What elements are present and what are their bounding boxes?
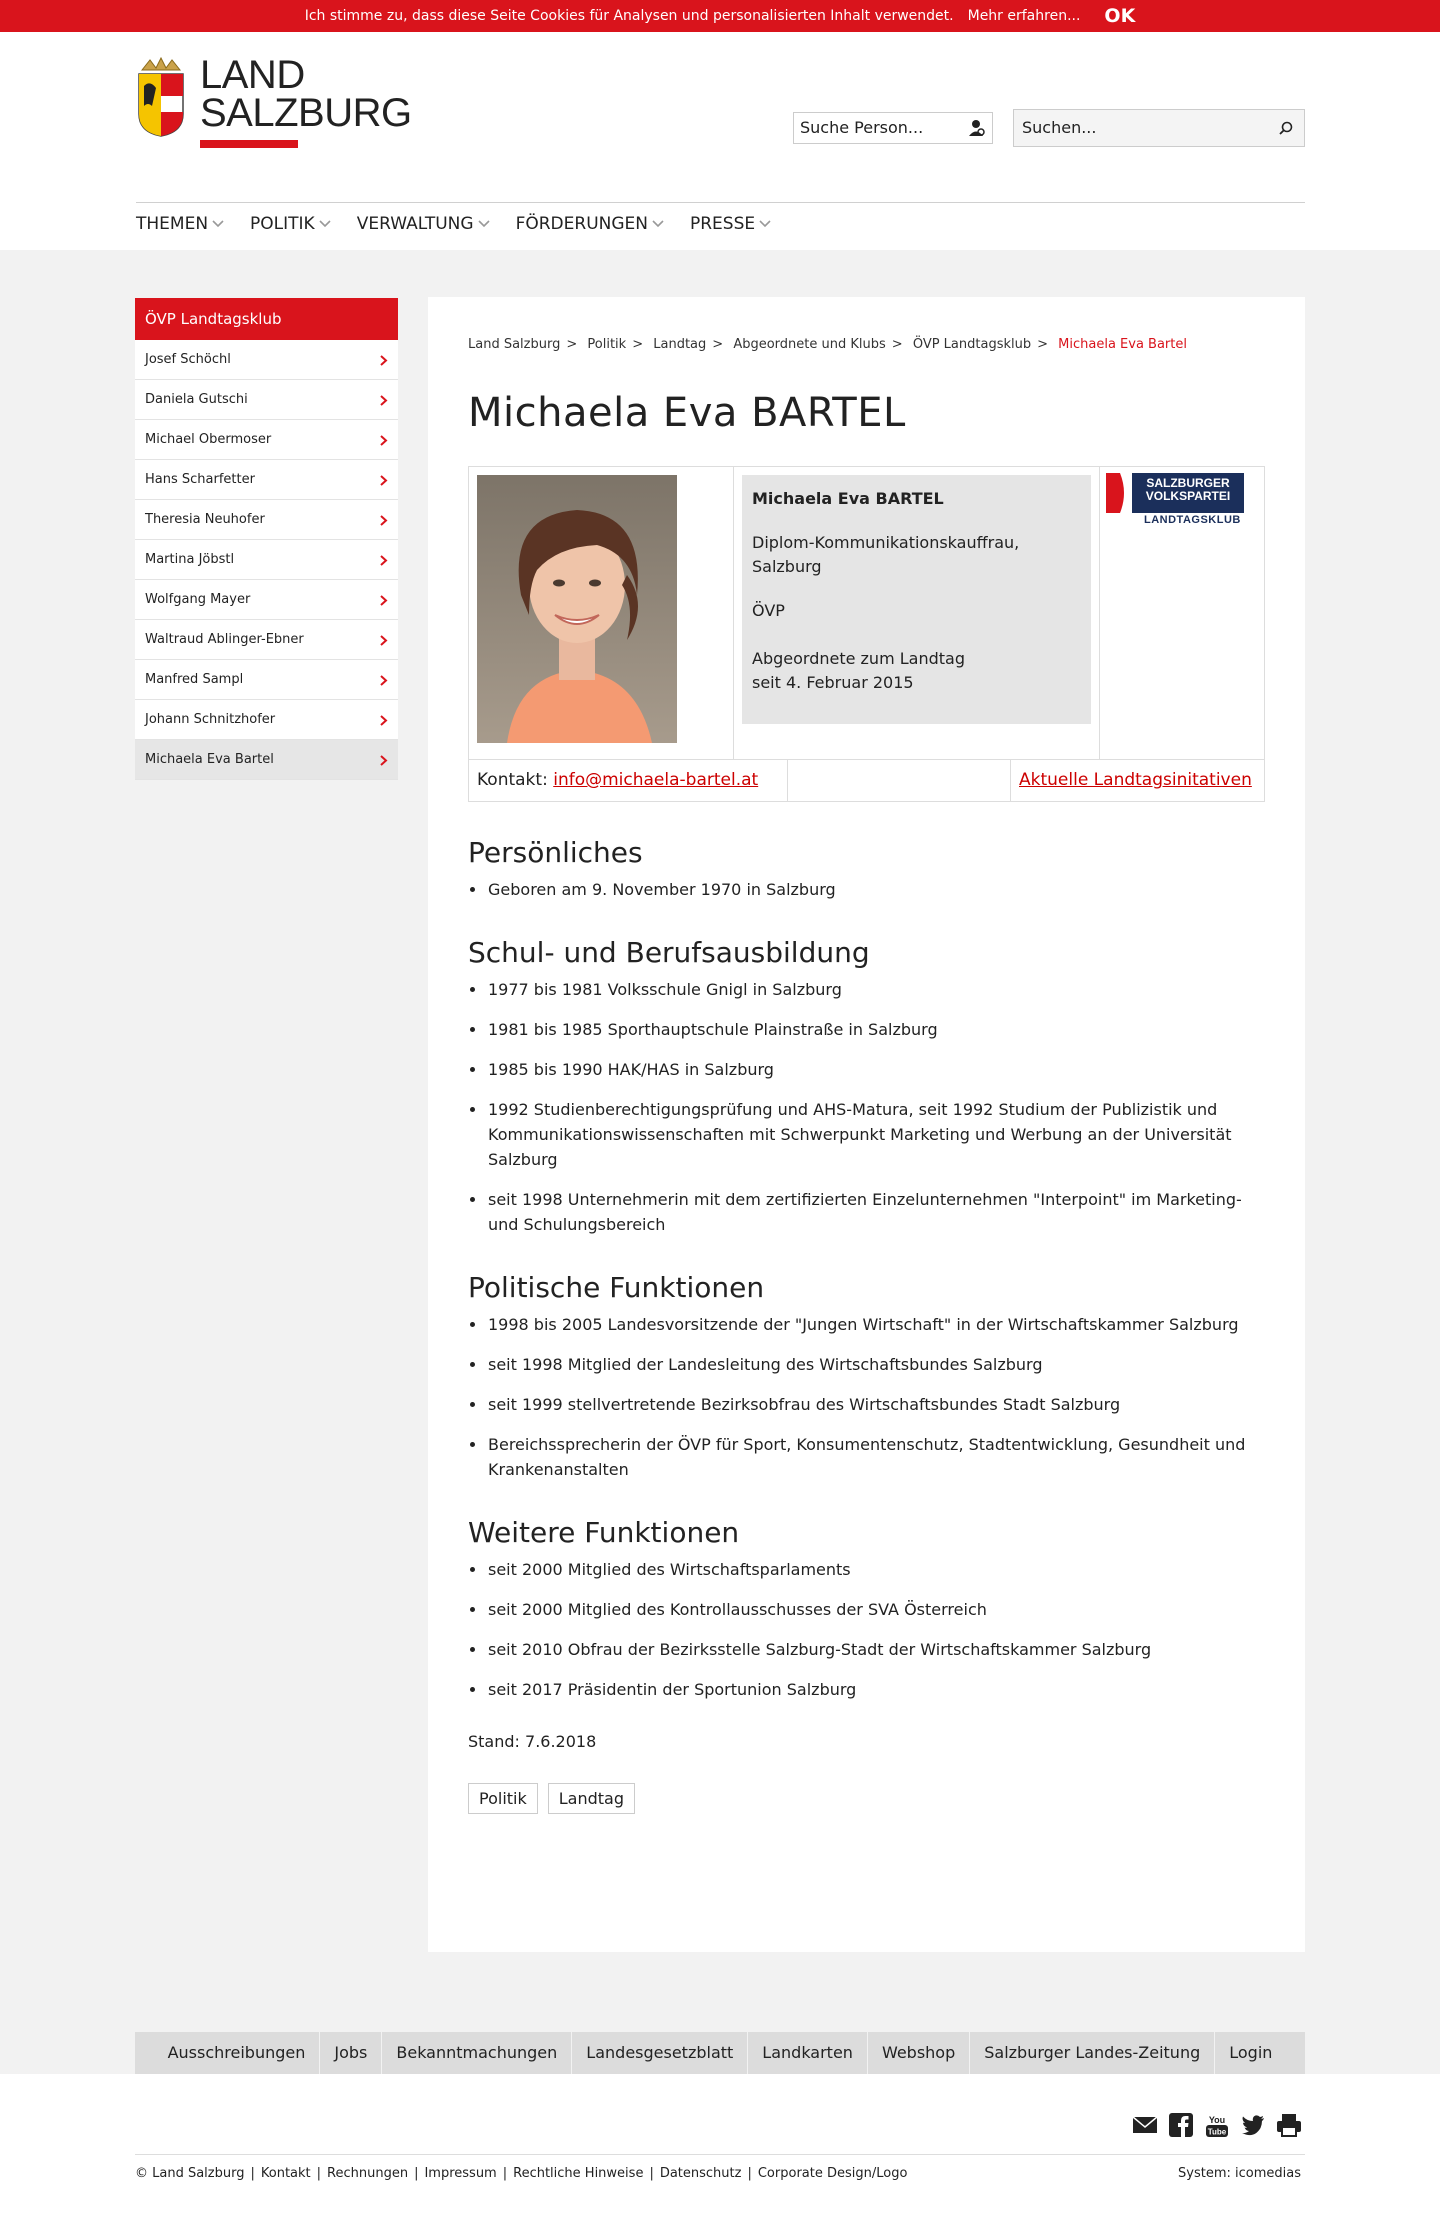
sidebar-item[interactable] bbox=[135, 540, 398, 580]
cookie-text: Ich stimme zu, dass diese Seite Cookies für Analysen und personalisierten Inhalt verwendet. bbox=[304, 8, 954, 24]
footer-link[interactable]: Bekanntmachungen bbox=[382, 2032, 572, 2074]
cookie-ok-button[interactable]: OK bbox=[1104, 5, 1136, 27]
sidebar-item[interactable] bbox=[135, 340, 398, 380]
twitter-icon[interactable] bbox=[1240, 2112, 1266, 2138]
youtube-icon[interactable] bbox=[1204, 2112, 1230, 2138]
sidebar-item-label: Waltraud Ablinger-Ebner bbox=[145, 632, 304, 647]
initiatives-link[interactable]: Aktuelle Landtagsinitativen bbox=[1019, 770, 1252, 790]
footer-bottom-link[interactable]: Rechtliche Hinweise bbox=[513, 2166, 644, 2181]
footer-link[interactable]: Jobs bbox=[320, 2032, 382, 2074]
logo-bar bbox=[200, 140, 298, 148]
footer-bottom-links: © Land Salzburg | Kontakt | Rechnungen | Impressum | Rechtliche Hinweise | Datenschutz | Corporate Design/Logo bbox=[135, 2166, 908, 2181]
list-item: 1992 Studienberechtigungsprüfung und AHS-Matura, seit 1992 Studium der Publizistik und Kommunikationswissenschaften mit Schwerpunkt Marketing und Werbung an der Universität Salzburg bbox=[468, 1097, 1265, 1172]
tag-landtag[interactable]: Landtag bbox=[548, 1783, 635, 1814]
main-nav bbox=[136, 214, 771, 234]
profile-since: seit 4. Februar 2015 bbox=[752, 673, 914, 692]
chevron-right-icon bbox=[380, 715, 388, 726]
list-item: 1998 bis 2005 Landesvorsitzende der "Jungen Wirtschaft" in der Wirtschaftskammer Salzburg bbox=[468, 1312, 1265, 1337]
sidebar-item-label: Theresia Neuhofer bbox=[145, 512, 265, 527]
coat-of-arms-icon bbox=[136, 56, 186, 138]
contact-email-link[interactable]: info@michaela-bartel.at bbox=[553, 770, 759, 790]
section-heading: Persönliches bbox=[468, 836, 643, 869]
sidebar-item[interactable] bbox=[135, 380, 398, 420]
sidebar-item-label: Martina Jöbstl bbox=[145, 552, 235, 567]
section-heading: Weitere Funktionen bbox=[468, 1516, 740, 1549]
section-heading: Schul- und Berufsausbildung bbox=[468, 936, 870, 969]
breadcrumb-item[interactable]: Abgeordnete und Klubs bbox=[733, 337, 886, 352]
list-item: seit 2017 Präsidentin der Sportunion Salzburg bbox=[468, 1677, 1265, 1702]
section-heading: Politische Funktionen bbox=[468, 1271, 765, 1304]
site-search-placeholder: Suchen... bbox=[1022, 118, 1097, 137]
footer-link[interactable]: Login bbox=[1229, 2043, 1273, 2062]
footer-links bbox=[135, 2032, 1305, 2074]
nav-verwaltung[interactable]: VERWALTUNG bbox=[357, 214, 490, 234]
nav-themen[interactable]: THEMEN bbox=[136, 214, 224, 234]
list-item: Geboren am 9. November 1970 in Salzburg bbox=[468, 877, 1265, 902]
stand-date: Stand: 7.6.2018 bbox=[468, 1732, 597, 1751]
sidebar-item-label: Daniela Gutschi bbox=[145, 392, 248, 407]
sidebar-item[interactable] bbox=[135, 660, 398, 700]
sidebar-item[interactable] bbox=[135, 580, 398, 620]
nav-foerderungen[interactable]: FÖRDERUNGEN bbox=[516, 214, 664, 234]
breadcrumb-item[interactable]: ÖVP Landtagsklub bbox=[912, 337, 1032, 352]
profile-card bbox=[468, 466, 1265, 760]
chevron-right-icon bbox=[380, 755, 388, 766]
footer-link[interactable]: Webshop bbox=[868, 2032, 970, 2074]
cookie-more-link[interactable]: Mehr erfahren... bbox=[967, 8, 1081, 24]
mail-icon[interactable] bbox=[1132, 2112, 1158, 2138]
cookie-banner bbox=[0, 0, 1440, 32]
list-item: Bereichssprecherin der ÖVP für Sport, Konsumentenschutz, Stadtentwicklung, Gesundheit und Krankenanstalten bbox=[468, 1432, 1265, 1482]
site-search-input[interactable] bbox=[1013, 109, 1305, 147]
footer-link[interactable]: Ausschreibungen bbox=[154, 2032, 321, 2074]
profile-info bbox=[742, 475, 1091, 724]
person-search-input[interactable] bbox=[793, 112, 993, 144]
list-item: 1977 bis 1981 Volksschule Gnigl in Salzburg bbox=[468, 977, 1265, 1002]
sidebar bbox=[135, 298, 398, 780]
search-icon[interactable] bbox=[1278, 120, 1294, 136]
party-logo: SALZBURGER VOLKSPARTEI bbox=[1106, 473, 1260, 513]
profile-party: ÖVP bbox=[752, 601, 785, 620]
party-swoosh-icon bbox=[1106, 473, 1128, 513]
copyright: © Land Salzburg bbox=[135, 2166, 245, 2181]
chevron-right-icon bbox=[380, 515, 388, 526]
footer-bottom-link[interactable]: Kontakt bbox=[260, 2166, 311, 2181]
sidebar-item-label: Michaela Eva Bartel bbox=[145, 752, 274, 767]
chevron-down-icon bbox=[212, 220, 224, 228]
chevron-right-icon bbox=[380, 595, 388, 606]
chevron-right-icon bbox=[380, 475, 388, 486]
profile-name: Michaela Eva BARTEL bbox=[752, 489, 944, 508]
tag-politik[interactable]: Politik bbox=[468, 1783, 538, 1814]
footer-link[interactable]: Salzburger Landes-Zeitung bbox=[970, 2032, 1215, 2074]
portrait-photo bbox=[477, 475, 677, 743]
profile-role: Abgeordnete zum Landtag bbox=[752, 649, 965, 668]
list-item: seit 1999 stellvertretende Bezirksobfrau des Wirtschaftsbundes Stadt Salzburg bbox=[468, 1392, 1265, 1417]
sidebar-item-label: Manfred Sampl bbox=[145, 672, 244, 687]
sidebar-item-label: Michael Obermoser bbox=[145, 432, 272, 447]
footer-system: System: icomedias bbox=[1178, 2166, 1301, 2181]
chevron-down-icon bbox=[478, 220, 490, 228]
contact-empty-cell bbox=[787, 760, 1010, 801]
chevron-down-icon bbox=[319, 220, 331, 228]
sidebar-item-label: Johann Schnitzhofer bbox=[145, 712, 276, 727]
sidebar-item-label: Hans Scharfetter bbox=[145, 472, 255, 487]
footer-link[interactable]: Landkarten bbox=[748, 2032, 868, 2074]
section-list bbox=[468, 1312, 1265, 1482]
chevron-right-icon bbox=[380, 555, 388, 566]
chevron-right-icon bbox=[380, 355, 388, 366]
chevron-down-icon bbox=[652, 220, 664, 228]
list-item: seit 2010 Obfrau der Bezirksstelle Salzburg-Stadt der Wirtschaftskammer Salzburg bbox=[468, 1637, 1265, 1662]
sidebar-item[interactable] bbox=[135, 500, 398, 540]
page-title: Michaela Eva BARTEL bbox=[468, 390, 906, 436]
footer-bottom-link[interactable]: Datenschutz bbox=[659, 2166, 742, 2181]
header-divider bbox=[136, 202, 1305, 203]
breadcrumb-current: Michaela Eva Bartel bbox=[1058, 337, 1187, 352]
footer-bottom-link[interactable]: Corporate Design/Logo bbox=[757, 2166, 908, 2181]
nav-presse[interactable]: PRESSE bbox=[690, 214, 771, 234]
section-list bbox=[468, 977, 1265, 1237]
chevron-right-icon bbox=[380, 635, 388, 646]
footer-divider bbox=[135, 2154, 1305, 2155]
section-list bbox=[468, 1557, 1265, 1702]
list-item: seit 1998 Unternehmerin mit dem zertifizierten Einzelunternehmen "Interpoint" im Marketing- und Schulungsbereich bbox=[468, 1187, 1265, 1237]
tag-list bbox=[468, 1783, 1265, 1814]
main-content bbox=[428, 297, 1305, 1952]
party-logo-sub: LANDTAGSKLUB bbox=[1144, 514, 1241, 526]
contact-label: Kontakt: bbox=[477, 770, 548, 790]
nav-politik[interactable]: POLITIK bbox=[250, 214, 331, 234]
sidebar-item-label: Josef Schöchl bbox=[145, 352, 231, 367]
footer-bottom-link[interactable]: Rechnungen bbox=[327, 2166, 409, 2181]
footer bbox=[0, 2074, 1440, 2218]
section-list bbox=[468, 877, 1265, 902]
social-icons bbox=[1132, 2112, 1302, 2138]
contact-row bbox=[468, 760, 1265, 802]
logo-line-1: LAND bbox=[200, 53, 305, 97]
breadcrumb-item[interactable]: Politik bbox=[587, 337, 627, 352]
logo-line-2: SALZBURG bbox=[200, 91, 412, 135]
sidebar-item-label: Wolfgang Mayer bbox=[145, 592, 251, 607]
profile-profession: Diplom-Kommunikationskauffrau, Salzburg bbox=[752, 533, 1020, 576]
list-item: seit 2000 Mitglied des Kontrollausschusses der SVA Österreich bbox=[468, 1597, 1265, 1622]
site-logo[interactable] bbox=[136, 53, 412, 148]
chevron-right-icon bbox=[380, 435, 388, 446]
chevron-right-icon bbox=[380, 675, 388, 686]
sidebar-item[interactable] bbox=[135, 460, 398, 500]
chevron-down-icon bbox=[759, 220, 771, 228]
header bbox=[0, 32, 1440, 250]
person-search-placeholder: Suche Person... bbox=[800, 118, 924, 137]
footer-bottom-link[interactable]: Impressum bbox=[424, 2166, 497, 2181]
list-item: seit 1998 Mitglied der Landesleitung des Wirtschaftsbundes Salzburg bbox=[468, 1352, 1265, 1377]
chevron-right-icon bbox=[380, 395, 388, 406]
list-item: 1985 bis 1990 HAK/HAS in Salzburg bbox=[468, 1057, 1265, 1082]
sidebar-item[interactable] bbox=[135, 700, 398, 740]
list-item: seit 2000 Mitglied des Wirtschaftsparlaments bbox=[468, 1557, 1265, 1582]
svg-text:You: You bbox=[1208, 2115, 1226, 2125]
breadcrumb-item[interactable]: Land Salzburg bbox=[468, 337, 561, 352]
breadcrumb: Land Salzburg > Politik > Landtag > Abgeordnete und Klubs > ÖVP Landtagsklub > Michaela Eva Bartel bbox=[468, 337, 1187, 352]
facebook-icon[interactable] bbox=[1168, 2112, 1194, 2138]
svg-text:Tube: Tube bbox=[1207, 2127, 1227, 2137]
sidebar-title[interactable]: ÖVP Landtagsklub bbox=[135, 298, 398, 340]
sidebar-item[interactable] bbox=[135, 620, 398, 660]
list-item: 1981 bis 1985 Sporthauptschule Plainstraße in Salzburg bbox=[468, 1017, 1265, 1042]
sidebar-item[interactable] bbox=[135, 420, 398, 460]
print-icon[interactable] bbox=[1276, 2112, 1302, 2138]
breadcrumb-item[interactable]: Landtag bbox=[653, 337, 707, 352]
person-search-icon[interactable] bbox=[968, 119, 986, 137]
footer-link[interactable]: Landesgesetzblatt bbox=[572, 2032, 748, 2074]
sidebar-item[interactable] bbox=[135, 740, 398, 780]
